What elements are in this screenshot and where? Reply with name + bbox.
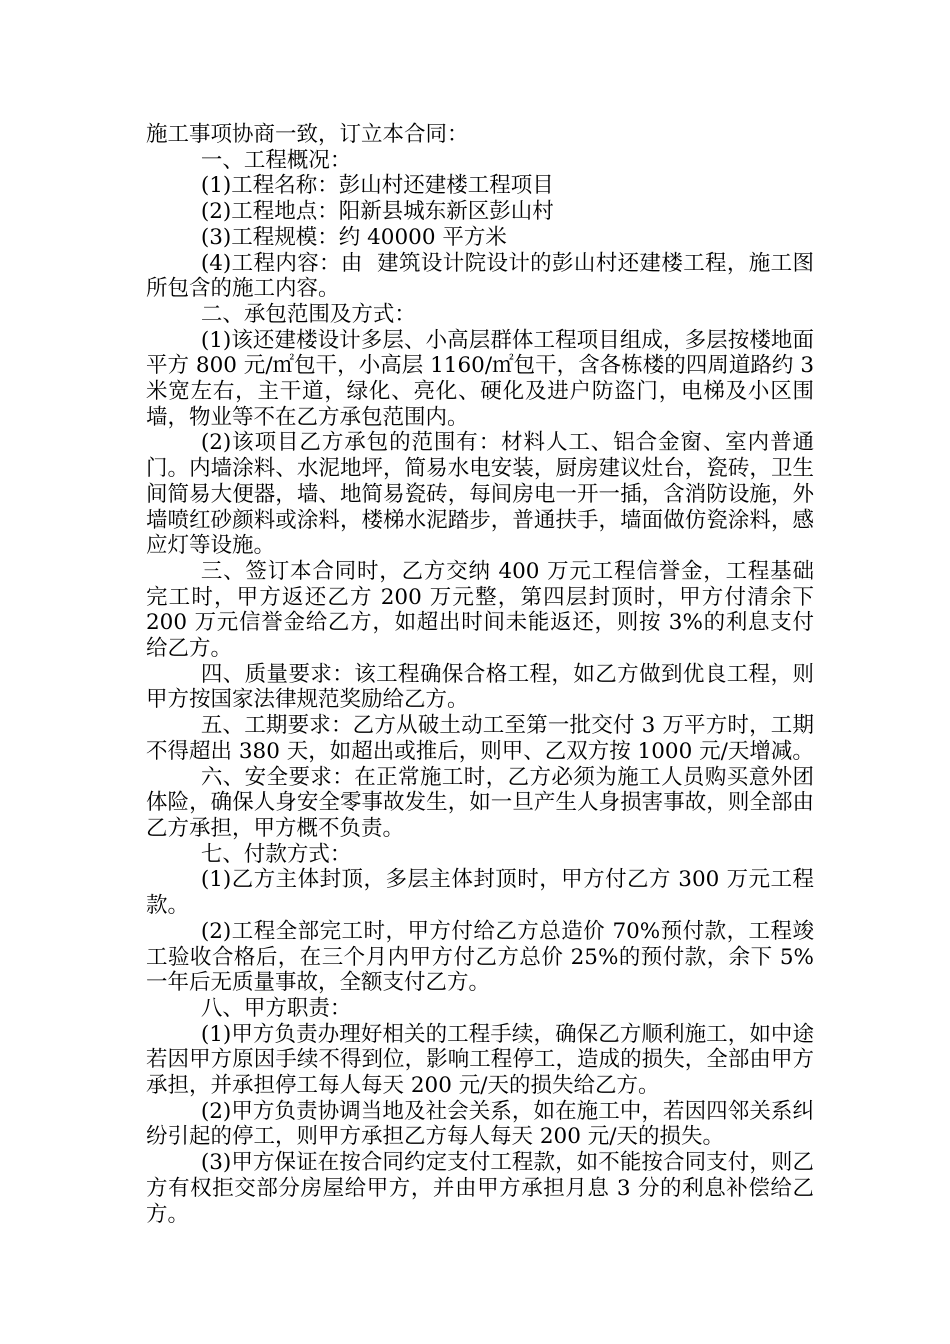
contract-paragraph: (2)该项目乙方承包的范围有：材料人工、铝合金窗、室内普通门。内墙涂料、水泥地坪，简易水电安装，厨房建议灶台，瓷砖，卫生间简易大便器，墙、地简易瓷砖，每间房电一开一插，含消防设施，外墙喷红砂颜料或涂料，楼梯水泥踏步，普通扶手，墙面做仿瓷涂料，感应灯等设施。 xyxy=(146,430,814,559)
contract-intro-line: 施工事项协商一致，订立本合同： xyxy=(146,122,469,147)
contract-paragraph: (2)工程全部完工时，甲方付给乙方总造价 70%预付款，工程竣工验收合格后，在三个月内甲方付乙方总价 25%的预付款，余下 5%一年后无质量事故，全额支付乙方。 xyxy=(146,918,814,996)
contract-paragraph: 四、质量要求：该工程确保合格工程，如乙方做到优良工程，则甲方按国家法律规范奖励给乙方。 xyxy=(146,661,814,713)
contract-paragraph: (3)工程规模：约 40000 平方米 xyxy=(200,224,507,250)
contract-paragraph: 七、付款方式： xyxy=(200,841,352,867)
contract-paragraph: 五、工期要求：乙方从破土动工至第一批交付 3 万平方时，工期不得超出 380 天，如超出或推后，则甲、乙双方按 1000 元/天增减。 xyxy=(146,713,814,764)
contract-paragraph: (1)乙方主体封顶，多层主体封顶时，甲方付乙方 300 万元工程款。 xyxy=(146,867,814,919)
contract-paragraph: (4)工程内容：由 建筑设计院设计的彭山村还建楼工程，施工图所包含的施工内容。 xyxy=(146,250,814,302)
contract-paragraph: (3)甲方保证在按合同约定支付工程款，如不能按合同支付，则乙方有权拒交部分房屋给甲方，并由甲方承担月息 3 分的利息补偿给乙方。 xyxy=(146,1150,814,1227)
contract-body xyxy=(146,122,821,1227)
contract-paragraph: (1)工程名称：彭山村还建楼工程项目 xyxy=(200,173,554,199)
contract-paragraph: 一、工程概况： xyxy=(200,147,352,173)
contract-paragraph: (1)该还建楼设计多层、小高层群体工程项目组成，多层按楼地面平方 800 元/㎡包干，小高层 1160/㎡包干，含各栋楼的四周道路约 3 米宽左右，主干道，绿化、亮化、硬化及进户防盗门，电梯及小区围墙，物业等不在乙方承包范围内。 xyxy=(146,327,821,430)
contract-paragraph: 六、安全要求：在正常施工时，乙方必须为施工人员购买意外团体险，确保人身安全零事故发生，如一旦产生人身损害事故，则全部由乙方承担，甲方概不负责。 xyxy=(146,764,814,841)
contract-paragraph: 二、承包范围及方式： xyxy=(200,301,416,327)
contract-paragraph: (2)甲方负责协调当地及社会关系，如在施工中，若因四邻关系纠纷引起的停工，则甲方承担乙方每人每天 200 元/天的损失。 xyxy=(146,1098,814,1150)
contract-paragraph: 三、签订本合同时，乙方交纳 400 万元工程信誉金，工程基础完工时，甲方返还乙方 200 万元整，第四层封顶时，甲方付清余下 200 万元信誉金给乙方，如超出时间未能返还，则按 3%的利息支付给乙方。 xyxy=(146,558,821,662)
contract-paragraph: (1)甲方负责办理好相关的工程手续，确保乙方顺利施工，如中途若因甲方原因手续不得到位，影响工程停工，造成的损失，全部由甲方承担，并承担停工每人每天 200 元/天的损失给乙方。 xyxy=(146,1021,814,1099)
contract-paragraph: 八、甲方职责： xyxy=(200,995,352,1021)
contract-paragraph: (2)工程地点：阳新县城东新区彭山村 xyxy=(200,199,554,225)
